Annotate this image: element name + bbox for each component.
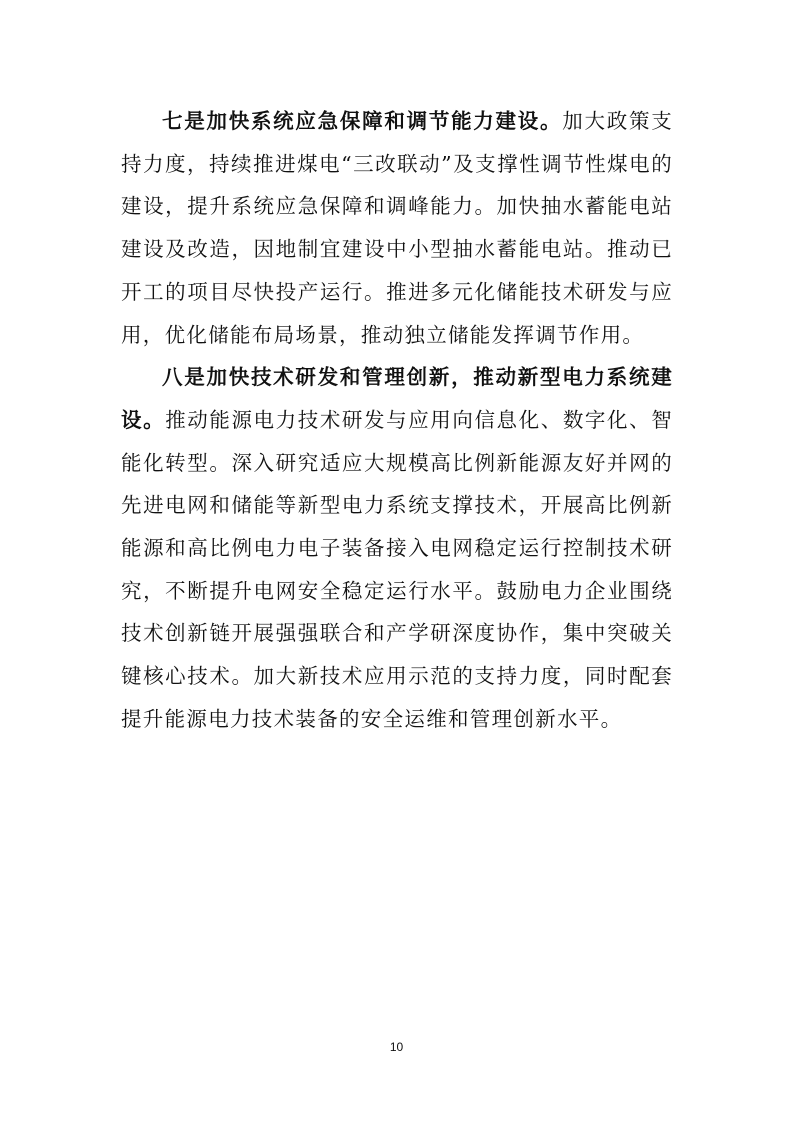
paragraph-8-heading: 八是加快技术研发和管理创新，推动新型电力系统建设。 <box>121 365 673 432</box>
paragraph-7-body: 加大政策支持力度，持续推进煤电“三改联动”及支撑性调节性煤电的建设，提升系统应急保障和调峰能力。加快抽水蓄能电站建设及改造，因地制宜建设中小型抽水蓄能电站。推动已开工的项目尽快投产运行。推进多元化储能技术研发与应用，优化储能布局场景，推动独立储能发挥调节作用。 <box>121 109 673 347</box>
body-text <box>121 100 673 741</box>
paragraph-7-heading: 七是加快系统应急保障和调节能力建设。 <box>162 109 563 133</box>
page-number: 10 <box>389 1040 404 1054</box>
paragraph-8-body: 推动能源电力技术研发与应用向信息化、数字化、智能化转型。深入研究适应大规模高比例新能源友好并网的先进电网和储能等新型电力系统支撑技术，开展高比例新能源和高比例电力电子装备接入电网稳定运行控制技术研究，不断提升电网安全稳定运行水平。鼓励电力企业围绕技术创新链开展强强联合和产学研深度协作，集中突破关键核心技术。加大新技术应用示范的支持力度，同时配套提升能源电力技术装备的安全运维和管理创新水平。 <box>121 407 673 731</box>
paragraph-8 <box>121 356 673 740</box>
paragraph-7 <box>121 100 673 356</box>
